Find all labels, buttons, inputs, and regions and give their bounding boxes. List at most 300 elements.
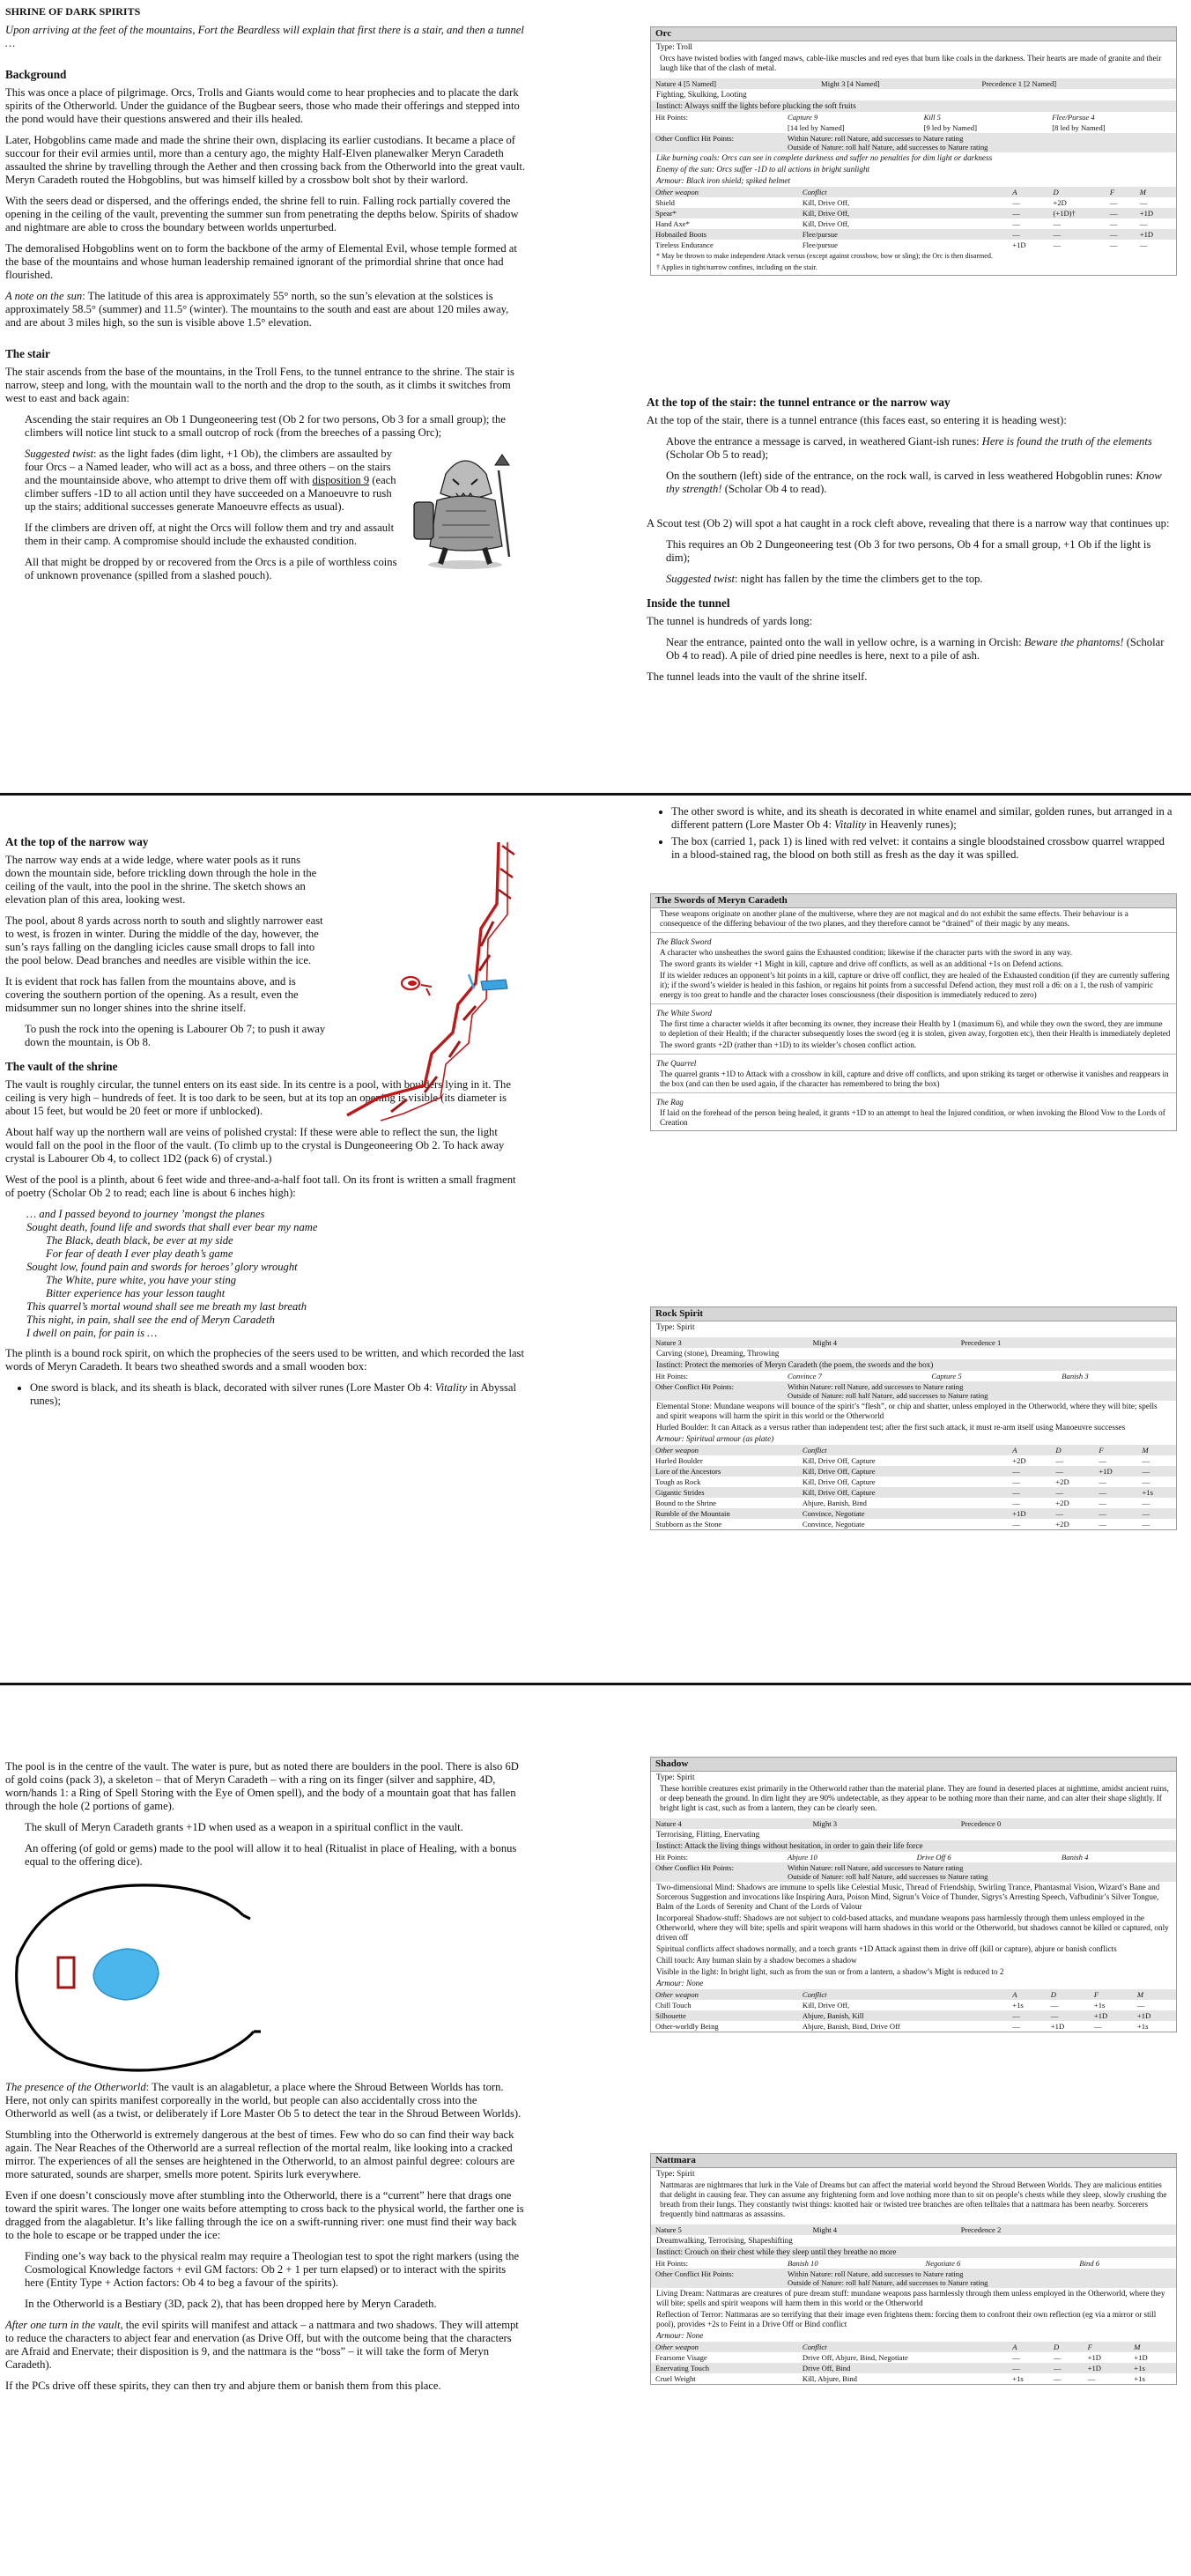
nattmara-type: Type: Spirit: [656, 2169, 695, 2178]
rock-hp-label: Hit Points:: [655, 1372, 689, 1381]
orc-trait-coals: Like burning coals: Orcs can see in complete darkness and suffer no penalties for dim light or darkness: [656, 153, 993, 162]
weapon-f: —: [1109, 219, 1118, 228]
weapon-a: —: [1012, 209, 1020, 218]
page-title: SHRINE OF DARK SPIRITS: [5, 5, 141, 18]
table-row: [651, 240, 1176, 250]
weapon-name: Tough as Rock: [655, 1477, 701, 1486]
weapon-f: +1s: [1093, 2001, 1106, 2010]
stumbling-text: Stumbling into the Otherworld is extremely dangerous at the best of times. Few who do so can find their way back again. The Near Reaches of the Otherworld are a surreal reflection of the mortal realm, like looking into a cracked mirror. The experiences of all the senses are heightened in the Otherworld, to an almost painful degree: colours are more saturated, sounds are sharper, smells more potent. Spirits lurk everywhere.: [5, 2128, 515, 2180]
weapon-f: +1D: [1099, 1467, 1113, 1476]
nattmara-hit-points: [651, 2258, 1176, 2269]
weapon-conflict: Flee/pursue: [802, 230, 838, 239]
table-row: [651, 1455, 1176, 1466]
weapon-f: +1D: [1087, 2353, 1101, 2362]
weapons-header: M: [1134, 2343, 1141, 2351]
weapon-a: +1s: [1012, 2001, 1024, 2010]
weapon-conflict: Kill, Abjure, Bind: [802, 2374, 857, 2383]
weapon-a: —: [1012, 2364, 1020, 2372]
swords-box: [650, 893, 1177, 1131]
nattmara-abilities: [651, 2224, 1176, 2235]
nattmara-instinct: Instinct: Crouch on their chest while they sleep until they breathe no more: [651, 2247, 1176, 2258]
intro-text: Upon arriving at the feet of the mountains, Fort the Beardless will explain that first there is a stair, and then a tunnel …: [5, 24, 524, 49]
background-paragraph: The demoralised Hobgoblins went on to form the backbone of the army of Elemental Evil, whose temple formed at the base of the mountains and whose human leadership remained ignorant of the primordial shrine that once had flourished.: [5, 242, 517, 281]
scout-twist-text: : night has fallen by the time the climbers get to the top.: [735, 573, 983, 585]
twist-text-a: : as the light fades (dim light, +1 Ob), the climbers are assaulted by four Orcs – a Named leader, who will act as a boss, and three others – on the stairs and the mountainside above, who attempt to drive them off with: [25, 448, 393, 486]
weapon-name: Gigantic Strides: [655, 1488, 705, 1497]
poem-line: The White, pure white, you have your sting: [46, 1274, 237, 1286]
weapon-d: —: [1053, 219, 1062, 228]
after-one-turn: [5, 2319, 527, 2372]
entrance-message: [666, 435, 1175, 462]
nattmara-other-outside: Outside of Nature: roll half Nature, add successes to Nature rating: [788, 2278, 988, 2287]
weapon-m: +1s: [1136, 2022, 1149, 2031]
weapon-conflict: Drive Off, Bind: [802, 2364, 851, 2372]
poem-line: I dwell on pain, for pain is …: [26, 1327, 158, 1339]
scout-requirement: This requires an Ob 2 Dungeoneering test (Ob 3 for two persons, Ob 4 for a small group, +1 Ob if the light is dim);: [666, 538, 1151, 564]
orc-might: Might 3 [4 Named]: [821, 79, 880, 88]
black-sword-c: in Abyssal runes);: [30, 1381, 517, 1407]
weapon-m: +1D: [1139, 209, 1154, 218]
presence-body: : The vault is an alagabletur, a place where the Shroud Between Worlds has torn. Here, not only can spirits manifest corporeally in the world, but people can also accidentally cross into the Otherworld as well (as a twist, or deliberately if Lore Master Ob 5 to detect the tear in the Shroud Between Worlds).: [5, 2081, 522, 2120]
table-row: [651, 1487, 1176, 1498]
nattmara-nature: Nature 5: [655, 2225, 682, 2234]
nattmara-other-label: Other Conflict Hit Points:: [655, 2269, 735, 2278]
weapon-d: +1D: [1050, 2022, 1065, 2031]
presence-text: [5, 2081, 527, 2121]
scout-twist-label: Suggested twist: [666, 573, 736, 585]
poem-line: Sought low, found pain and swords for heroes’ glory wrought: [26, 1261, 298, 1273]
shadow-trait: Incorporeal Shadow-stuff: Shadows are not subject to cold-based attacks, and mundane weapons pass harmlessly through them unless employed in the Otherworld, where they will bite; spells and spirit weapons will harm shadows in this world or the Otherworld, but shadows cannot be killed or captured, only driven off: [656, 1913, 1169, 1942]
weapon-m: +1D: [1136, 2011, 1151, 2020]
plinth-items-left: [21, 1381, 527, 1408]
weapons-header: D: [1050, 1990, 1057, 1999]
weapon-conflict: Kill, Drive Off,: [802, 198, 850, 207]
weapon-m: —: [1136, 2001, 1145, 2010]
elevation-sketch: [326, 833, 546, 1124]
weapon-d: +2D: [1055, 1520, 1069, 1529]
shadow-trait: Two-dimensional Mind: Shadows are immune to spells like Celestial Music, Thread of Friendship, Swirling Trance, Phantasmal Vision, Wizard’s Bane and Sorcerous Suggestion and invocations like Inspiring Aura, Poison Mind, Sigrun’s Voice of Thunder, Sigrys’s Arresting Speech, Vafbudinir’s Silver Tongue, Balm of the Lords of Serenity and Chant of the Lords of Valour: [656, 1883, 1160, 1911]
nattmara-hp-banish: Banish 10: [788, 2259, 818, 2268]
weapon-d: —: [1053, 241, 1062, 249]
weapon-name: Lore of the Ancestors: [655, 1467, 721, 1476]
nattmara-precedence: Precedence 2: [960, 2225, 1002, 2234]
table-row: [651, 197, 1176, 208]
orc-instinct: Instinct: Always sniff the lights before plucking the soft fruits: [651, 100, 1176, 112]
weapon-d: —: [1055, 1509, 1063, 1518]
offering-text: An offering (of gold or gems) made to the pool will allow it to heal (Ritualist in place of Healing, with a bonus equal to the offering dice).: [25, 1842, 517, 1868]
weapon-name: Tireless Endurance: [655, 241, 714, 249]
poem-line: The Black, death black, be ever at my side: [46, 1234, 233, 1247]
weapon-name: Silhouette: [655, 2011, 686, 2020]
weapon-m: —: [1139, 241, 1148, 249]
nattmara-trait: Living Dream: Nattmaras are creatures of pure dream stuff: mundane weapons pass harmlessly through them unless employed in the Otherworld, where they will bite; spells and spirit weapons will harm them in this world or the Otherworld: [656, 2289, 1165, 2307]
narrow-way-heading: At the top of the narrow way: [5, 835, 149, 848]
weapons-header: F: [1099, 1446, 1104, 1455]
orc-other-hp: [651, 133, 1176, 152]
weapon-name: Other-worldly Being: [655, 2022, 719, 2031]
weapon-name: Enervating Touch: [655, 2364, 710, 2372]
poem-line: This night, in pain, shall see the end of Meryn Caradeth: [26, 1314, 275, 1326]
weapon-m: —: [1139, 198, 1148, 207]
stair-ascend: Ascending the stair requires an Ob 1 Dungeoneering test (Ob 2 for two persons, Ob 3 for a small group); the climbers will notice lint stuck to a small outcrop of rock (from the breeches of a passing Orc);: [25, 413, 506, 439]
table-row: [651, 1477, 1176, 1487]
table-row: [651, 1519, 1176, 1529]
table-row: [651, 1508, 1176, 1519]
weapon-f: —: [1099, 1477, 1106, 1486]
sun-note-label: A note on the sun: [5, 290, 83, 302]
weapon-name: Spear*: [655, 209, 677, 218]
inside-intro: The tunnel is hundreds of yards long:: [647, 615, 813, 627]
shadow-description: These horrible creatures exist primarily in the Otherworld rather than the material plane. They are found in deserted places at nighttime, amidst ancient ruins, or deep beneath the ground. In dim light they are 90% undetectable, as they appear to be nothing more than their name, and can alter their shape slightly. If bright light is cast, such as from a lantern, they can be clearly seen.: [660, 1784, 1169, 1812]
weapon-m: +1s: [1134, 2374, 1145, 2383]
weapon-d: +2D: [1053, 198, 1067, 207]
weapon-d: —: [1050, 2011, 1059, 2020]
rock-hp-capture: Capture 5: [931, 1372, 962, 1381]
weapons-header: A: [1012, 188, 1017, 196]
weapons-header: Other weapon: [655, 1446, 699, 1455]
orc-skills: Fighting, Skulking, Looting: [656, 90, 747, 99]
orc-hp-capture: Capture 9: [788, 113, 818, 122]
weapon-f: —: [1109, 209, 1118, 218]
rock-other-within: Within Nature: roll Nature, add successes to Nature rating: [788, 1382, 964, 1391]
weapons-header: Conflict: [802, 1446, 827, 1455]
rock-precedence: Precedence 1: [960, 1338, 1002, 1347]
stair-driven-off: If the climbers are driven off, at night the Orcs will follow them and try and assault them in their camp. A compromise should include the exhausted condition.: [25, 522, 395, 547]
weapons-header: F: [1087, 2343, 1092, 2351]
rock-other-label: Other Conflict Hit Points:: [655, 1382, 735, 1391]
plinth-items-right: [662, 805, 1175, 862]
orc-footnote-thrown: * May be thrown to make independent Attack versus (except against crossbow, bow or sling); the Orc is then disarmed.: [656, 252, 993, 260]
vault-paragraph: About half way up the northern wall are veins of polished crystal: If these were able to reflect the sun, the light would fall on the pool in the floor of the vault. (To climb up to the crystal is Dungeoneering Ob 2. To hack away crystal is Labourer Ob 4, to collect 1D2 (pack 6) of crystal.): [5, 1126, 505, 1165]
shadow-trait: Spiritual conflicts affect shadows normally, and a torch grants +1D Attack against them in drive off (kill or capture), abjure or banish conflicts: [656, 1944, 1117, 1953]
weapon-d: —: [1054, 2374, 1062, 2383]
shadow-hp-label: Hit Points:: [655, 1853, 689, 1862]
shadow-stat-block: [650, 1757, 1177, 2032]
weapons-header: M: [1136, 1990, 1144, 1999]
weapon-conflict: Kill, Drive Off, Capture: [802, 1488, 876, 1497]
black-sword-a: One sword is black, and its sheath is black, decorated with silver runes (Lore Master Ob 4:: [30, 1381, 435, 1394]
page-1-left-column: [5, 5, 527, 590]
entrance-message-a: Above the entrance a message is carved, in weathered Giant-ish runes:: [666, 435, 982, 448]
table-row: [651, 2000, 1176, 2010]
black-sword-heading: The Black Sword: [656, 937, 712, 946]
list-item: [671, 805, 1175, 832]
white-sword-rule: The sword grants +2D (rather than +1D) to its wielder’s chosen conflict action.: [660, 1040, 917, 1049]
stair-twist: [25, 448, 402, 514]
orc-hit-points: [651, 112, 1176, 133]
orc-hp-flee: Flee/Pursue 4: [1052, 113, 1095, 122]
nattmara-might: Might 4: [812, 2225, 838, 2234]
warning-text: Beware the phantoms!: [1024, 636, 1124, 648]
weapon-d: —: [1054, 2353, 1062, 2362]
rock-hp-convince: Convince 7: [788, 1372, 822, 1381]
weapon-conflict: Abjure, Banish, Bind, Drive Off: [802, 2022, 900, 2031]
swords-title: The Swords of Meryn Caradeth: [651, 894, 1176, 908]
nattmara-trait: Reflection of Terror: Nattmaras are so terrifying that their image even frightens them: forcing them to confront their own reflection (eg via a mirror or still pool), provides +2s to Feint in a Drive Off or Bind conflict: [656, 2310, 1157, 2328]
weapon-a: —: [1012, 198, 1020, 207]
page-2-right-column: [647, 805, 1175, 869]
stair-heading: The stair: [5, 347, 50, 360]
rag-heading: The Rag: [656, 1098, 684, 1107]
weapon-a: —: [1012, 1477, 1020, 1486]
table-row: [651, 2373, 1176, 2384]
orc-hp-label: Hit Points:: [655, 113, 689, 122]
orc-trait-sun: Enemy of the sun: Orcs suffer -1D to all actions in bright sunlight: [656, 165, 870, 174]
orc-other-outside: Outside of Nature: roll half Nature, add successes to Nature rating: [788, 143, 988, 152]
weapon-f: +1D: [1087, 2364, 1101, 2372]
rock-skills: Carving (stone), Dreaming, Throwing: [656, 1349, 780, 1358]
weapon-a: —: [1012, 1467, 1020, 1476]
twist-text-b: (each climber suffers -1D to all action until they have succeeded on a Manoeuvre to rush up the stairs; additional successes generate Manoeuvre effects as usual).: [25, 474, 396, 513]
shadow-other-hp: [651, 1862, 1176, 1882]
shadow-type: Type: Spirit: [656, 1773, 695, 1781]
weapon-a: +1D: [1012, 241, 1026, 249]
weapon-conflict: Kill, Drive Off,: [802, 2001, 850, 2010]
shadow-armour: Armour: None: [656, 1979, 704, 1988]
table-row: [651, 218, 1176, 229]
black-sword-rule: If its wielder reduces an opponent’s hit points in a kill, capture or drive off conflict, they are healed of the Exhausted condition (if they are currently suffering it); if the sword’s wielder is healed in this fashion, or regains hit points from a successful Defend action, they must roll a d6: on a 1, the rush of vampiric energy is too great to handle and the character loses consciousness (their disposition is immediately reduced to zero): [660, 971, 1170, 999]
poem-line: … and I passed beyond to journey ’mongst the planes: [26, 1208, 265, 1220]
list-item: [30, 1381, 527, 1408]
weapon-conflict: Kill, Drive Off, Capture: [802, 1456, 876, 1465]
page-1-right-column: [647, 385, 1175, 692]
shadow-other-label: Other Conflict Hit Points:: [655, 1863, 735, 1872]
page-3-left-column: [5, 1760, 527, 2401]
weapon-f: —: [1099, 1509, 1106, 1518]
background-paragraph: Later, Hobgoblins came made and made the shrine their own, displacing its earlier custodians. It became a place of succour for their evil armies until, more than a century ago, the mighty Half-Elven planewalker Meryn Caradeth assaulted the shrine by travelling through the Aether and then crossing back from the Otherworld into the great vault. Meryn Caradeth routed the Hobgoblins, but was himself killed by a crossbow bolt shot by their warlord.: [5, 134, 525, 186]
weapon-m: —: [1142, 1499, 1150, 1507]
rock-spirit-type: Type: Spirit: [656, 1322, 695, 1331]
orc-hp-capture-named: [14 led by Named]: [788, 123, 845, 132]
white-sword-rune: Vitality: [834, 818, 867, 831]
sun-note-text: : The latitude of this area is approximately 55° north, so the sun’s elevation at the solstices is approximately 58.5° (summer) and 11.5° (winter). The mountains to the south and east are about 120 miles away, and are about 3 miles high, so the sun is visible above 1.5° elevation.: [5, 290, 509, 329]
rock-instinct: Instinct: Protect the memories of Meryn Caradeth (the poem, the swords and the box): [651, 1359, 1176, 1371]
list-item: • The box (carried 1, pack 1) is lined with red velvet: it contains a single bloodstained crossbow quarrel wrapped in a blood-stained rag, the blood on both still as fresh as the day it was spilled.: [671, 835, 1175, 862]
scout-test: A Scout test (Ob 2) will spot a hat caught in a rock cleft above, revealing that there is a narrow way that continues up:: [647, 517, 1170, 529]
weapons-header: F: [1109, 188, 1115, 196]
vault-sketch-area: [5, 1876, 527, 2081]
weapon-a: —: [1012, 2011, 1020, 2020]
nattmara-hp-bind: Bind 6: [1079, 2259, 1100, 2268]
wall-message-c: (Scholar Ob 4 to read).: [721, 483, 827, 495]
entrance-message-c: (Scholar Ob 5 to read);: [666, 448, 769, 461]
nattmara-other-hp: [651, 2269, 1176, 2288]
orc-armour: Armour: Black iron shield; spiked helmet: [656, 176, 790, 185]
narrow-way-paragraph: The pool, about 8 yards across north to south and slightly narrower east to west, is frozen in winter. During the middle of the day, however, the sun’s rays falling on the dangling icicles cause small drops to fall into the pool below. Dead branches and needles are visible within the ice.: [5, 914, 323, 966]
black-sword-rune: Vitality: [434, 1381, 468, 1394]
orc-abilities: [651, 78, 1176, 89]
rock-spirit-stat-block: [650, 1307, 1177, 1530]
table-row: [651, 1466, 1176, 1477]
weapon-a: +1s: [1012, 2374, 1024, 2383]
weapon-conflict: Kill, Drive Off,: [802, 209, 850, 218]
sun-note: [5, 290, 527, 329]
weapon-name: Hand Axe*: [655, 219, 690, 228]
stair-dropped: All that might be dropped by or recovered from the Orcs is a pile of worthless coins of unknown provenance (spilled from a slashed pouch).: [25, 556, 397, 581]
weapon-name: Hurled Boulder: [655, 1456, 703, 1465]
rock-weapons-table: [651, 1445, 1176, 1529]
weapon-f: —: [1099, 1520, 1106, 1529]
weapon-m: —: [1142, 1477, 1150, 1486]
presence-label: The presence of the Otherworld: [5, 2081, 146, 2093]
weapon-d: +2D: [1055, 1499, 1069, 1507]
nattmara-other-within: Within Nature: roll Nature, add successes to Nature rating: [788, 2269, 964, 2278]
nattmara-description: Nattmaras are nightmares that lurk in the Vale of Dreams but can affect the material world beyond the Shroud Between Worlds. They are malicious entities that delight in causing fear. They can assume any frightening form and love nothing more than to sit on people’s chests while they sleep, slowly crushing the breath from their lungs. They constantly twist things: knotted hair or twisted tree branches are often telltales that a nattmara has been nearby. Sorcerers frequently bind nattmaras as assassins.: [660, 2180, 1167, 2218]
weapon-conflict: Kill, Drive Off, Capture: [802, 1477, 876, 1486]
weapon-a: +1D: [1012, 1509, 1026, 1518]
table-row: [651, 229, 1176, 240]
weapon-m: +1D: [1139, 230, 1154, 239]
top-intro: At the top of the stair, there is a tunnel entrance (this faces east, so entering it is heading west):: [647, 414, 1067, 426]
orcish-warning: [666, 636, 1175, 663]
table-row: [651, 2363, 1176, 2373]
weapons-header: Conflict: [802, 1990, 827, 1999]
after-body: , the evil spirits will manifest and attack – a nattmara and two shadows. They will attempt to reduce the characters to abject fear and enervation (as Drive Off, but with the outcome being that the characters are Afraid and Enervate; their disposition is 9, and the nattmara is the “boss” – it will take the form of Meryn Caradeth).: [5, 2319, 519, 2371]
poem-line: Bitter experience has your lesson taught: [46, 1287, 226, 1299]
weapon-conflict: Kill, Drive Off,: [802, 219, 850, 228]
shadow-abilities: [651, 1818, 1176, 1829]
orc-hp-flee-named: [8 led by Named]: [1052, 123, 1106, 132]
weapon-conflict: Convince, Negotiate: [802, 1520, 865, 1529]
quarrel-rule: The quarrel grants +1D to Attack with a crossbow in kill, capture and drive off conflicts, and upon striking its target or otherwise it vanishes and reappears in the box (and can then be used again, if the character has remembered to bring the box): [660, 1070, 1169, 1088]
weapon-f: —: [1109, 230, 1118, 239]
rock-nature: Nature 3: [655, 1338, 682, 1347]
nattmara-stat-block: [650, 2153, 1177, 2385]
rock-abilities: [651, 1337, 1176, 1348]
quarrel-heading: The Quarrel: [656, 1059, 697, 1068]
shadow-name: Shadow: [651, 1758, 1176, 1772]
weapon-m: +1D: [1134, 2353, 1148, 2362]
shadow-hp-banish: Banish 4: [1062, 1853, 1089, 1862]
weapon-conflict: Flee/pursue: [802, 241, 838, 249]
plinth-text: The plinth is a bound rock spirit, on which the prophecies of the seers used to be written, and which recorded the last words of Meryn Caradeth. It bears two sheathed swords and a small wooden box:: [5, 1347, 524, 1373]
weapon-conflict: Abjure, Banish, Bind: [802, 1499, 867, 1507]
orc-description: Orcs have twisted bodies with fanged maws, cable-like muscles and red eyes that burn like coals in the darkness. Their hearts are made of granite and their laugh like that of the clash of metal.: [660, 54, 1162, 72]
weapon-d: —: [1055, 1456, 1063, 1465]
current-text: Even if one doesn’t consciously move after stumbling into the Otherworld, there is a “current” here that drags one toward the spirit wares. The longer one waits before attempting to cross back to the physical world, the farther one is dragged from the alagabletur. It’s like falling through the ice on a swift-running river: one must find their way back to the hole to escape or be trapped under the ice:: [5, 2189, 524, 2241]
poem-line: Sought death, found life and swords that shall ever bear my name: [26, 1221, 318, 1233]
weapon-d: —: [1055, 1467, 1063, 1476]
nattmara-armour: Armour: None: [656, 2331, 704, 2340]
weapon-f: —: [1099, 1456, 1106, 1465]
top-of-stair-heading: At the top of the stair: the tunnel entrance or the narrow way: [647, 396, 951, 409]
white-sword-c: in Heavenly runes);: [866, 818, 957, 831]
twist-label: Suggested twist: [25, 448, 94, 460]
shadow-hp-drive-off: Drive Off 6: [916, 1853, 951, 1862]
table-row: [651, 1498, 1176, 1508]
disposition-link[interactable]: disposition 9: [312, 474, 370, 486]
page-divider: [0, 793, 1191, 796]
orc-weapons-table: [651, 187, 1176, 250]
weapon-name: Fearsome Visage: [655, 2353, 707, 2362]
weapon-f: —: [1099, 1488, 1106, 1497]
shadow-instinct: Instinct: Attack the living things without hesitation, in order to gain their life force: [651, 1840, 1176, 1852]
weapon-f: —: [1093, 2022, 1102, 2031]
weapon-d: —: [1054, 2364, 1062, 2372]
weapon-m: —: [1142, 1467, 1150, 1476]
weapons-header: Other weapon: [655, 1990, 699, 1999]
wall-message-a: On the southern (left) side of the entrance, on the rock wall, is carved in less weathered Hobgoblin runes:: [666, 470, 1136, 482]
vault-paragraph: The vault is roughly circular, the tunnel enters on its east side. In its centre is a pool, with boulders lying in it. The ceiling is very high – hundreds of feet. It is too dark to be seen, but at its top an opening is visible (its diameter is about 15 feet, but would be 20 feet or more if unblocked).: [5, 1078, 511, 1117]
black-sword-rule: The sword grants its wielder +1 Might in kill, capture and drive off conflicts, as well as an additional +1s on Defend actions.: [660, 959, 1063, 968]
table-row: [651, 2021, 1176, 2032]
weapon-a: —: [1012, 2353, 1020, 2362]
rock-hit-points: [651, 1371, 1176, 1381]
background-paragraph: This was once a place of pilgrimage. Orcs, Trolls and Giants would come to hear prophecies and to placate the dark spirits of the Otherworld. Under the guidance of the Bugbear seers, those who made their offerings and stepped into the pond would have their questions answered and their ills healed.: [5, 86, 520, 125]
nattmara-weapons-table: [651, 2342, 1176, 2384]
nattmara-hp-label: Hit Points:: [655, 2259, 689, 2268]
shadow-other-within: Within Nature: roll Nature, add successes to Nature rating: [788, 1863, 964, 1872]
plinth-poem: [26, 1208, 527, 1340]
final-text: If the PCs drive off these spirits, they can then try and abjure them or banish them from this place.: [5, 2380, 441, 2392]
weapon-m: —: [1142, 1456, 1150, 1465]
black-sword-rule: A character who unsheathes the sword gains the Exhausted condition; likewise if the character parts with the sword in any way.: [660, 948, 1073, 957]
weapon-d: —: [1053, 230, 1062, 239]
weapons-header: Other weapon: [655, 188, 699, 196]
nattmara-skills: Dreamwalking, Terrorising, Shapeshifting: [656, 2236, 793, 2245]
inside-tunnel-heading: Inside the tunnel: [647, 596, 730, 610]
warning-a: Near the entrance, painted onto the wall in yellow ochre, is a warning in Orcish:: [666, 636, 1025, 648]
weapons-header: A: [1012, 1990, 1017, 1999]
white-sword-a: The other sword is white, and its sheath is decorated in white enamel and similar, golden runes, but arranged in a different pattern (Lore Master Ob 4:: [671, 805, 1173, 831]
weapon-d: (+1D)†: [1053, 209, 1076, 218]
rock-trait-stone: Elemental Stone: Mundane weapons will bounce of the spirit’s “flesh”, or chip and shatter, unless employed in the Otherworld, where they will bite; spells and spirit weapons will harm the spirit in this world or the Otherworld: [656, 1402, 1158, 1420]
weapon-a: —: [1012, 230, 1020, 239]
weapon-m: —: [1142, 1520, 1150, 1529]
weapon-a: +2D: [1012, 1456, 1026, 1465]
weapons-header: Conflict: [802, 188, 827, 196]
shadow-skills: Terrorising, Flitting, Enervating: [656, 1830, 760, 1839]
bestiary-text: In the Otherworld is a Bestiary (3D, pack 2), that has been dropped here by Meryn Caradeth.: [25, 2298, 437, 2310]
weapons-header: A: [1012, 2343, 1017, 2351]
orc-stat-block: [650, 26, 1177, 276]
orc-footnote-confines: † Applies in tight/narrow confines, including on the stair.: [656, 263, 817, 271]
table-row: [651, 2010, 1176, 2021]
weapon-name: Cruel Weight: [655, 2374, 696, 2383]
weapon-d: +2D: [1055, 1477, 1069, 1486]
poem-line: This quarrel’s mortal wound shall see me breath my last breath: [26, 1300, 307, 1313]
orc-other-within: Within Nature: roll Nature, add successes to Nature rating: [788, 134, 964, 143]
weapon-conflict: Kill, Drive Off, Capture: [802, 1467, 876, 1476]
background-paragraph: With the seers dead or dispersed, and the offerings ended, the shrine fell to ruin. Falling rock partially covered the opening in the ceiling of the vault, preventing the summer sun from penetrating the depths below. Spirits of shadow and nightmare are able to cross the boundary between worlds unperturbed.: [5, 195, 519, 233]
nattmara-name: Nattmara: [651, 2154, 1176, 2168]
rock-might: Might 4: [812, 1338, 838, 1347]
weapons-header: M: [1142, 1446, 1149, 1455]
page-1: [0, 0, 1191, 788]
shadow-precedence: Precedence 0: [960, 1819, 1002, 1828]
weapons-header: D: [1055, 1446, 1062, 1455]
orc-hp-kill-named: [9 led by Named]: [923, 123, 977, 132]
weapon-f: —: [1109, 241, 1118, 249]
white-sword-rule: The first time a character wields it after becoming its owner, they increase their Health by 1 (maximum 6), and while they own the sword, they are immune to depletion of their Health; if the character subsequently loses the sword (eg it is stolen, given away, forgotten etc), then their Health is immediately depleted: [660, 1019, 1171, 1038]
orc-hp-kill: Kill 5: [923, 113, 941, 122]
shadow-nature: Nature 4: [655, 1819, 682, 1828]
orc-illustration: [411, 439, 521, 571]
weapons-header: M: [1139, 188, 1146, 196]
swords-description: These weapons originate on another plane of the multiverse, where they are not magical and do not exhibit the same effects. Their behaviour is a consequence of the differing behaviour of the two planes, and they therefore cannot be “drained” of their magic by any means.: [660, 909, 1128, 928]
wall-message: [666, 470, 1175, 496]
tunnel-leads: The tunnel leads into the vault of the shrine itself.: [647, 670, 868, 683]
weapon-conflict: Convince, Negotiate: [802, 1509, 865, 1518]
pool-text: The pool is in the centre of the vault. The water is pure, but as noted there are boulders in the pool. There is also 6D of gold coins (pack 3), a skeleton – that of Meryn Caradeth – with a ring on its finger (silver and sapphire, 4D, worn/hands 1: a Ring of Spell Storing with the Eye of Omen spell), and the body of a mountain goat that has fallen through the hole (2 portions of game).: [5, 1760, 519, 1812]
weapons-header: A: [1012, 1446, 1017, 1455]
weapon-f: +1D: [1093, 2011, 1108, 2020]
table-row: [651, 2352, 1176, 2363]
weapon-f: —: [1099, 1499, 1106, 1507]
push-rock: To push the rock into the opening is Labourer Ob 7; to push it away down the mountain, is Ob 8.: [25, 1023, 326, 1048]
shadow-weapons-table: [651, 1989, 1176, 2032]
page-2: [0, 798, 1191, 1670]
